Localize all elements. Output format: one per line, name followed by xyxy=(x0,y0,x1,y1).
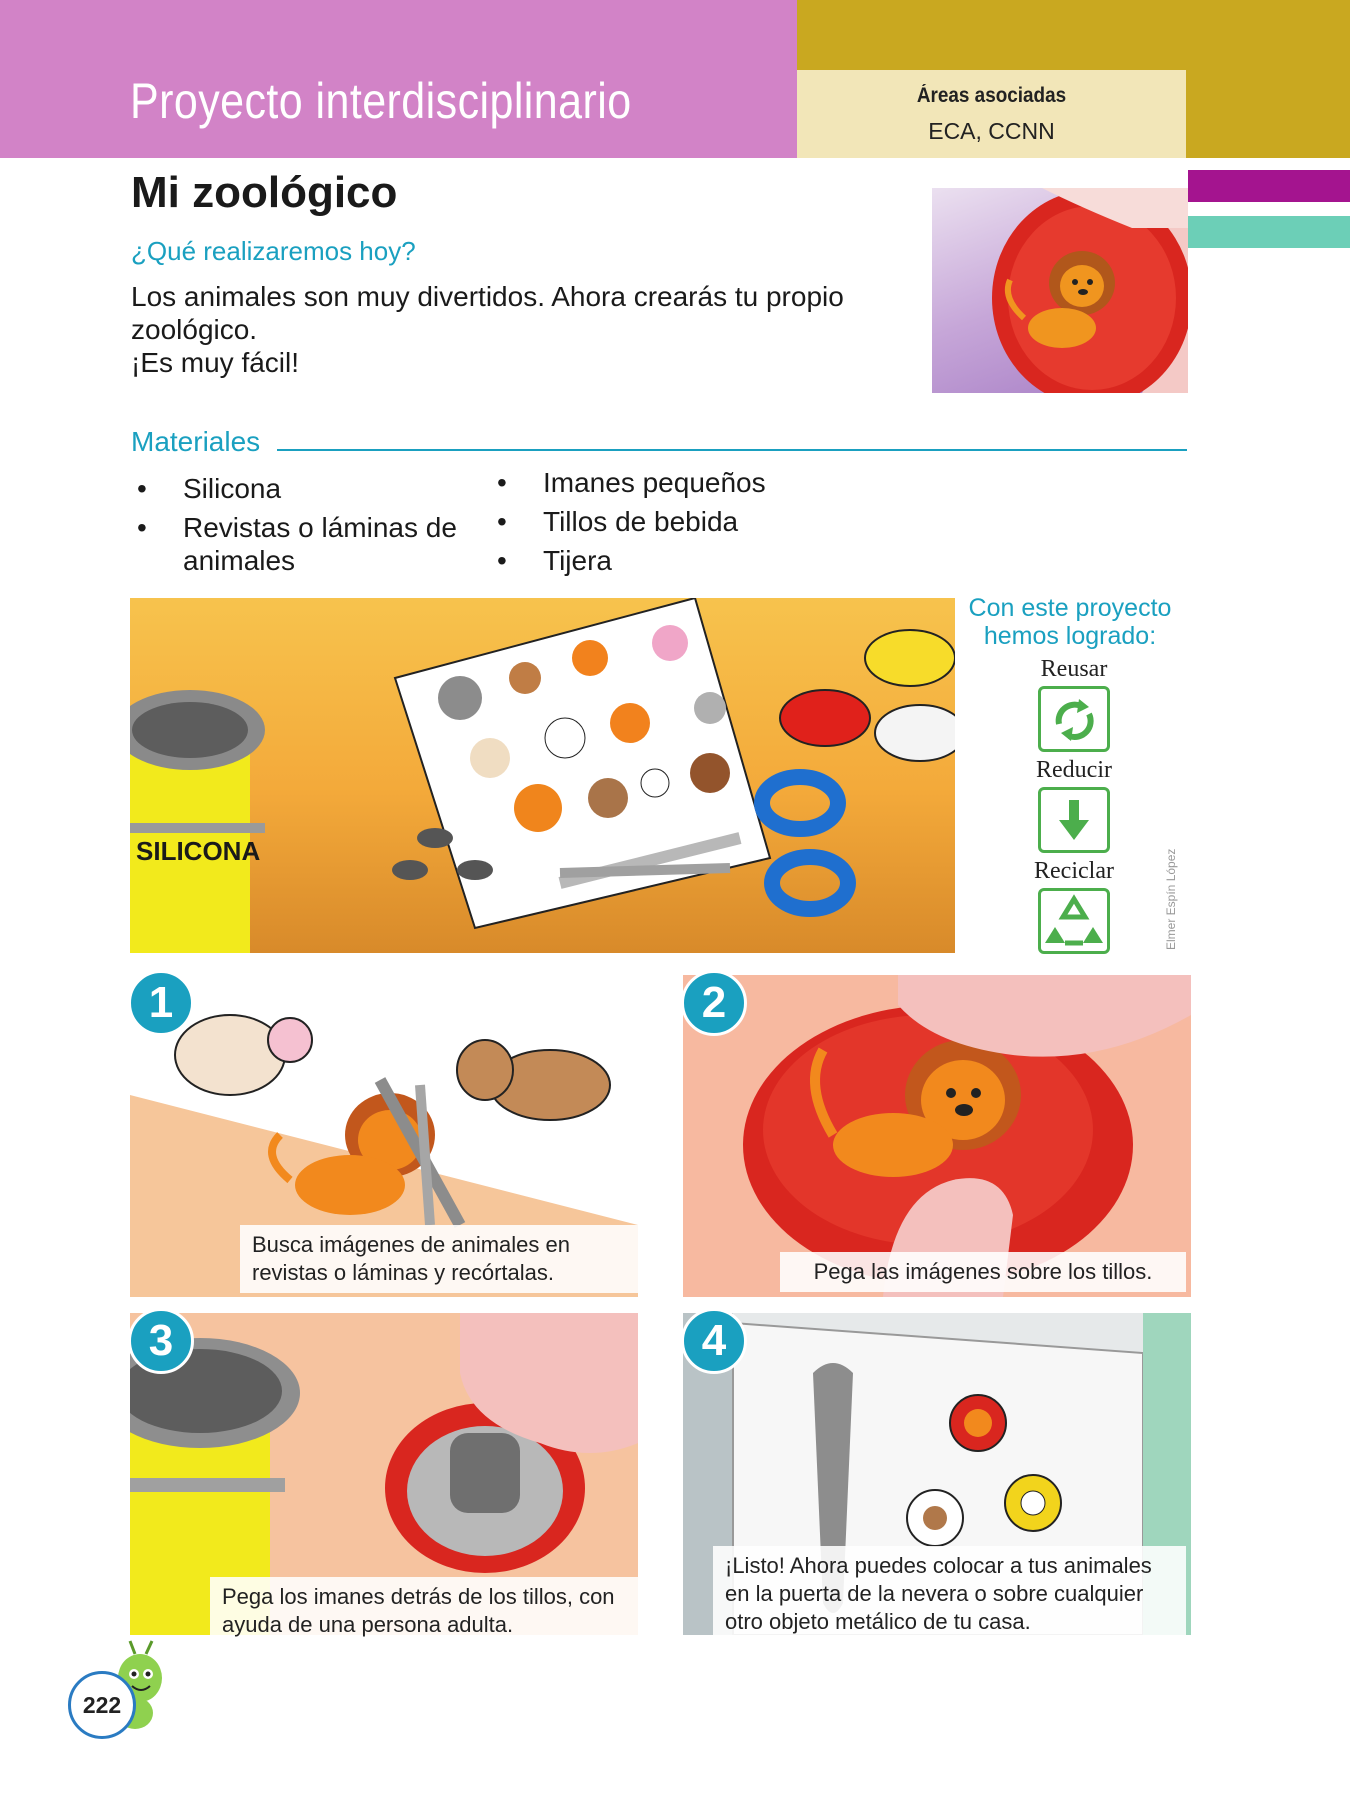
areas-value: ECA, CCNN xyxy=(928,118,1055,144)
step-3-badge: 3 xyxy=(128,1308,194,1374)
intro-line: zoológico. xyxy=(131,314,258,345)
achieved-label-recycle: Reciclar xyxy=(1034,858,1114,884)
areas-title: Áreas asociadas xyxy=(916,84,1067,107)
materials-divider xyxy=(277,449,1187,451)
step-4-caption: ¡Listo! Ahora puedes colocar a tus animales en la puerta de la nevera o sobre cualquier otro objeto metálico de tu casa. xyxy=(713,1546,1186,1642)
step-2-panel xyxy=(683,975,1191,1297)
achieved-label-reduce: Reducir xyxy=(1036,757,1112,783)
decorative-strip-magenta xyxy=(1188,170,1350,202)
list-item: • Tijera xyxy=(491,544,831,577)
page-number: 222 xyxy=(68,1671,136,1739)
step-1-caption: Busca imágenes de animales en revistas o láminas y recórtalas. xyxy=(240,1225,638,1293)
page-title: Mi zoológico xyxy=(131,168,398,217)
intro-line: Los animales son muy divertidos. Ahora crearás tu propio xyxy=(131,281,844,312)
materials-label: Materiales xyxy=(131,426,261,457)
intro-text xyxy=(131,280,911,379)
lion-cap-illustration xyxy=(932,188,1188,393)
intro-line: ¡Es muy fácil! xyxy=(131,347,300,378)
step-4-badge: 4 xyxy=(681,1308,747,1374)
list-item: • Imanes pequeños xyxy=(491,466,831,499)
decorative-strip-teal xyxy=(1188,216,1350,248)
section-subtitle: ¿Qué realizaremos hoy? xyxy=(131,236,416,266)
step-1-badge: 1 xyxy=(128,970,194,1036)
reduce-icon xyxy=(1038,787,1110,853)
areas-box xyxy=(797,70,1186,158)
list-item: • Tillos de bebida xyxy=(491,505,831,538)
step-2-caption: Pega las imágenes sobre los tillos. xyxy=(780,1252,1186,1292)
materials-illustration xyxy=(130,598,955,953)
step-3-caption: Pega los imanes detrás de los tillos, con ayuda de una persona adulta. xyxy=(210,1577,638,1645)
step-2-illustration xyxy=(683,975,1191,1297)
achieved-label-reuse: Reusar xyxy=(1040,656,1108,682)
list-item: • Silicona xyxy=(131,472,471,505)
reuse-icon xyxy=(1038,686,1110,752)
materials-drawing xyxy=(130,598,955,953)
recycle-icon xyxy=(1038,888,1110,954)
hero-illustration xyxy=(932,188,1188,393)
can-label: SILICONA xyxy=(136,836,261,866)
achieved-title: Con este proyecto hemos logrado: xyxy=(968,594,1172,650)
step-2-badge: 2 xyxy=(681,970,747,1036)
materials-list-1 xyxy=(131,472,471,583)
materials-list-2 xyxy=(491,466,831,583)
list-item: • Revistas o láminas de animales xyxy=(131,511,471,577)
illustrator-credit: Elmer Espín López xyxy=(1164,848,1178,950)
header-title: Proyecto interdisciplinario xyxy=(130,73,632,129)
